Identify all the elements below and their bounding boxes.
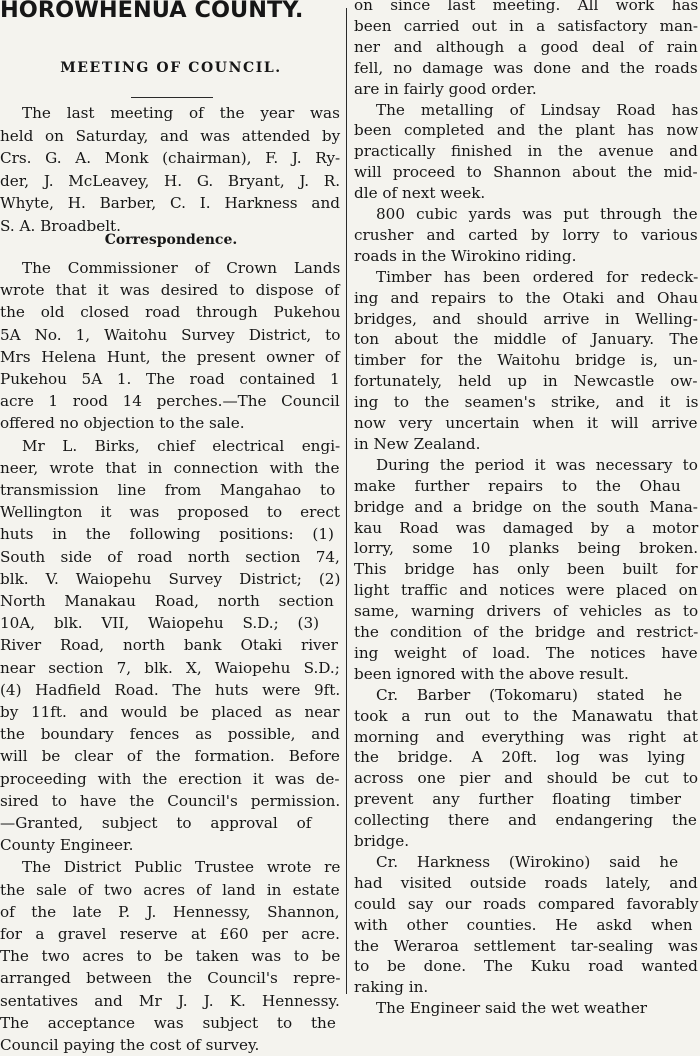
text-line: 5A No. 1, Waitohu Survey District, to [0, 325, 341, 344]
text-line: der, J. McLeavey, H. G. Bryant, J. R. [0, 171, 341, 190]
text-line: bridge. [354, 832, 410, 850]
text-line: across one pier and should be cut to [354, 769, 699, 788]
text-line: The acceptance was subject to the [0, 1013, 336, 1032]
text-line: morning and everything was right at [354, 727, 699, 746]
text-line: (4) Hadfield Road. The huts were 9ft. [0, 680, 341, 699]
text-line: raking in. [354, 978, 429, 997]
text-line: This bridge has only been built for [354, 560, 698, 579]
text-line: Council paying the cost of survey. [0, 1036, 260, 1054]
text-line: Mrs Helena Hunt, the present owner of [0, 347, 340, 366]
text-line: had visited outside roads lately, and [354, 873, 698, 892]
text-line: ing to the seamen's strike, and it is [354, 393, 699, 412]
text-line: to be done. The Kuku road wanted [354, 957, 698, 976]
text-line: Whyte, H. Barber, C. I. Harkness and [0, 194, 340, 213]
text-line: sired to have the Council's permission. [0, 791, 341, 810]
masthead-title: HOROWHENUA COUNTY. [0, 0, 304, 23]
text-line: transmission line from Mangahao to [0, 481, 336, 499]
text-line: ton about the middle of January. The [354, 330, 699, 349]
text-line: Timber has been ordered for redeck- [376, 267, 699, 286]
text-line: collecting there and endangering the [354, 811, 697, 830]
correspondence-heading: Correspondence. [104, 232, 238, 248]
text-line: on since last meeting. All work has [354, 0, 699, 14]
text-line: been ignored with the above result. [354, 664, 629, 683]
text-line: arranged between the Council's repre- [0, 969, 341, 988]
text-line: neer, wrote that in connection with the [0, 458, 340, 477]
text-line: by 11ft. and would be placed as near [0, 703, 340, 721]
divider-rule [131, 97, 213, 98]
text-line: fortunately, held up in Newcastle ow- [354, 372, 698, 391]
text-line: of the late P. J. Hennessy, Shannon, [0, 902, 340, 921]
text-line: The Commissioner of Crown Lands [22, 259, 341, 277]
text-line: the sale of two acres of land in estate [0, 880, 340, 899]
text-line: acre 1 rood 14 perches.—The Council [0, 392, 340, 411]
text-line: fell, no damage was done and the roads [354, 58, 698, 77]
text-line: The two acres to be taken was to be [0, 947, 341, 966]
text-line: Crs. G. A. Monk (chairman), F. J. Ry- [0, 149, 341, 168]
text-line: During the period it was necessary to [376, 455, 698, 474]
text-line: The District Public Trustee wrote re [22, 858, 341, 877]
text-line: ner and although a good deal of rain [354, 37, 698, 56]
text-line: Cr. Barber (Tokomaru) stated he [376, 685, 683, 704]
text-line: near section 7, blk. X, Waiopehu S.D.; [0, 658, 340, 677]
text-line: took a run out to the Manawatu that [354, 706, 698, 725]
text-line: North Manakau Road, north section [0, 592, 334, 610]
text-line: the boundary fences as possible, and [0, 725, 340, 744]
text-line: 10A, blk. VII, Waiopehu S.D.; (3) [0, 614, 320, 633]
text-line: roads in the Wirokino riding. [354, 246, 577, 265]
text-line: County Engineer. [0, 836, 134, 855]
column-divider [346, 8, 347, 994]
text-line: crusher and carted by lorry to various [354, 225, 698, 244]
text-line: prevent any further floating timber [354, 790, 682, 809]
text-line: Cr. Harkness (Wirokino) said he [376, 852, 679, 871]
text-line: The last meeting of the year was [22, 104, 340, 122]
text-line: The Engineer said the wet weather [376, 999, 648, 1018]
text-line: in New Zealand. [354, 434, 481, 453]
left-column [0, 0, 342, 1054]
text-line: The metalling of Lindsay Road has [376, 100, 699, 119]
text-line: bridges, and should arrive in Welling- [354, 309, 698, 328]
text-line: Mr L. Birks, chief electrical engi- [22, 436, 341, 455]
text-line: with other counties. He askd when [354, 915, 693, 934]
text-line: lorry, some 10 planks being broken. [354, 539, 699, 558]
meeting-subheading: MEETING OF COUNCIL. [60, 60, 282, 76]
text-line: held on Saturday, and was attended by [0, 126, 341, 145]
text-line: Pukehou 5A 1. The road contained 1 [0, 370, 340, 388]
text-line: proceeding with the erection it was de- [0, 769, 340, 788]
text-line: the bridge. A 20ft. log was lying [354, 748, 686, 767]
text-line: River Road, north bank Otaki river [0, 636, 338, 655]
text-line: wrote that it was desired to dispose of [0, 281, 340, 300]
text-line: 800 cubic yards was put through the [376, 205, 698, 223]
text-line: huts in the following positions: (1) [0, 525, 334, 544]
text-line: Wellington it was proposed to erect [0, 503, 340, 522]
text-line: dle of next week. [354, 184, 486, 203]
text-line: could say our roads compared favorably [354, 894, 699, 913]
text-line: the Weraroa settlement tar-sealing was [354, 936, 698, 955]
text-line: light traffic and notices were placed on [354, 581, 698, 600]
text-line: the old closed road through Pukehou [0, 303, 341, 322]
text-line: will be clear of the formation. Before [0, 747, 340, 766]
text-line: for a gravel reserve at £60 per acre. [0, 925, 340, 943]
text-line: ing and repairs to the Otaki and Ohau [354, 288, 699, 307]
text-line: now very uncertain when it will arrive [354, 414, 698, 432]
text-line: timber for the Waitohu bridge is, un- [354, 351, 698, 370]
text-line: same, warning drivers of vehicles as to [354, 602, 699, 621]
text-line: been completed and the plant has now [354, 121, 699, 140]
right-column [354, 0, 700, 1018]
text-line: offered no objection to the sale. [0, 414, 245, 433]
text-line: blk. V. Waiopehu Survey District; (2) [0, 569, 341, 588]
text-line: sentatives and Mr J. J. K. Hennessy. [0, 991, 340, 1010]
text-line: bridge and a bridge on the south Mana- [354, 497, 698, 516]
text-line: been carried out in a satisfactory man- [354, 16, 699, 35]
text-line: practically finished in the avenue and [354, 142, 698, 161]
text-line: kau Road was damaged by a motor [354, 518, 699, 537]
text-line: the condition of the bridge and restrict- [354, 623, 699, 641]
text-line: —Granted, subject to approval of [0, 814, 312, 832]
text-line: S. A. Broadbelt. [0, 217, 121, 235]
text-line: are in fairly good order. [354, 79, 537, 98]
text-line: make further repairs to the Ohau [354, 476, 681, 495]
text-line: ing weight of load. The notices have [354, 643, 698, 662]
text-line: South side of road north section 74, [0, 547, 340, 566]
text-line: will proceed to Shannon about the mid- [354, 163, 698, 182]
